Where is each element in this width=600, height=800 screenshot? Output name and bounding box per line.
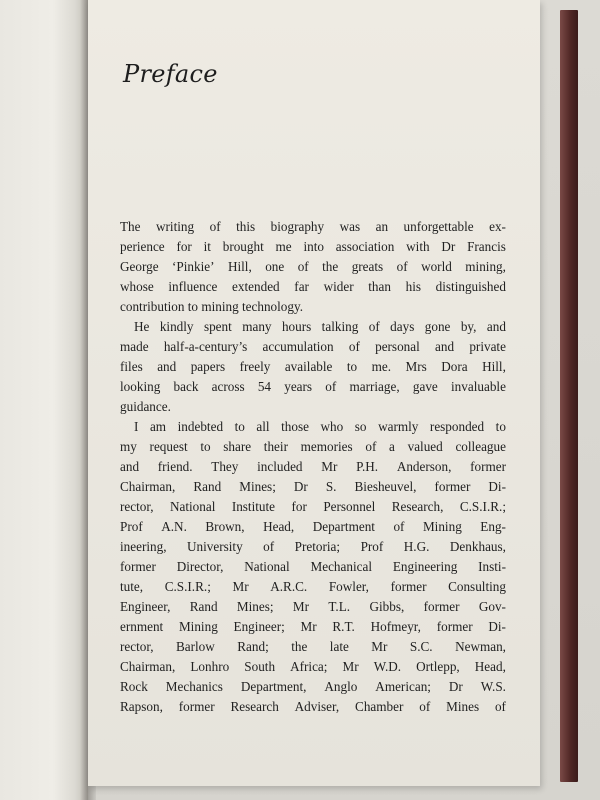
text-line: my request to share their memories of a valued colleague	[120, 439, 506, 454]
text-line: made half-a-century’s accumulation of personal and private	[120, 339, 506, 354]
text-line: ernment Mining Engineer; Mr R.T. Hofmeyr, former Di-	[120, 619, 506, 634]
text-line: looking back across 54 years of marriage, gave invaluable	[120, 379, 506, 394]
text-line: rector, Barlow Rand; the late Mr S.C. Newman,	[120, 639, 506, 654]
text-line: Rock Mechanics Department, Anglo American; Dr W.S.	[120, 679, 506, 694]
text-line: ineering, University of Pretoria; Prof H.G. Denkhaus,	[120, 539, 506, 554]
text-line: former Director, National Mechanical Engineering Insti-	[120, 559, 506, 574]
page-title: Preface	[123, 60, 218, 88]
text-line: and friend. They included Mr P.H. Anderson, former	[120, 459, 506, 474]
text-line: perience for it brought me into association with Dr Francis	[120, 239, 506, 254]
preface-body	[120, 217, 506, 717]
text-line: I am indebted to all those who so warmly responded to	[134, 419, 506, 434]
text-line: whose influence extended far wider than his distinguished	[120, 279, 506, 294]
text-line: guidance.	[120, 399, 171, 414]
text-line: Prof A.N. Brown, Head, Department of Mining Eng-	[120, 519, 506, 534]
text-line: The writing of this biography was an unforgettable ex-	[120, 219, 506, 234]
book-page	[88, 0, 540, 786]
text-line: rector, National Institute for Personnel Research, C.S.I.R.;	[120, 499, 506, 514]
text-line: Engineer, Rand Mines; Mr T.L. Gibbs, former Gov-	[120, 599, 506, 614]
previous-page-edge	[0, 0, 88, 800]
text-line: contribution to mining technology.	[120, 299, 304, 314]
text-line: George ‘Pinkie’ Hill, one of the greats of world mining,	[120, 259, 506, 274]
text-line: Rapson, former Research Adviser, Chamber of Mines of	[120, 699, 506, 714]
book-cover-edge	[560, 10, 578, 782]
text-line: He kindly spent many hours talking of days gone by, and	[134, 319, 506, 334]
text-line: tute, C.S.I.R.; Mr A.R.C. Fowler, former Consulting	[120, 579, 506, 594]
text-line: files and papers freely available to me. Mrs Dora Hill,	[120, 359, 506, 374]
text-line: Chairman, Rand Mines; Dr S. Biesheuvel, former Di-	[120, 479, 506, 494]
text-line: Chairman, Lonhro South Africa; Mr W.D. Ortlepp, Head,	[120, 659, 506, 674]
